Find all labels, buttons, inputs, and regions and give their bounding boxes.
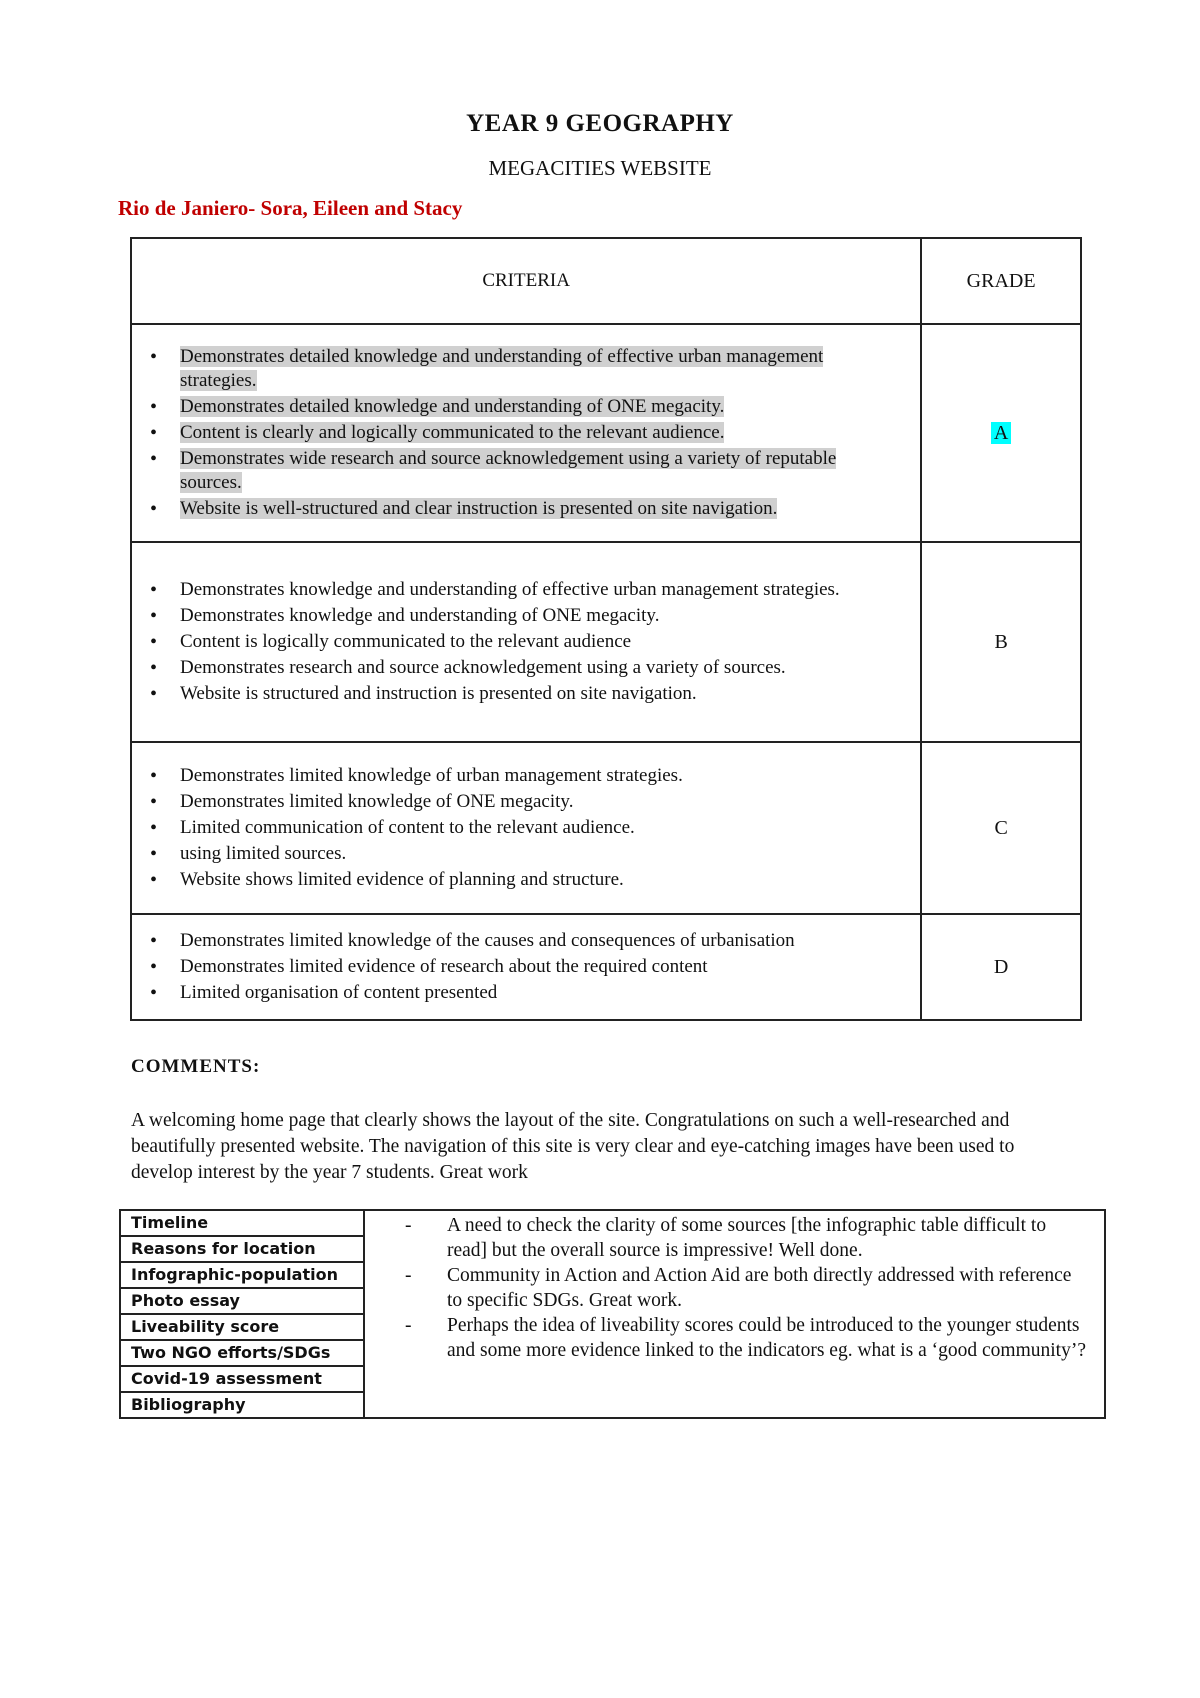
criteria-list bbox=[132, 921, 920, 1013]
rubric-row-d bbox=[131, 914, 1081, 1020]
grade-cell: C bbox=[921, 742, 1081, 914]
rubric-table bbox=[130, 237, 1082, 1021]
criteria-cell bbox=[131, 324, 921, 542]
criteria-item: • using limited sources. bbox=[144, 842, 900, 866]
section-item: Photo essay bbox=[121, 1289, 363, 1315]
criteria-item: • Content is clearly and logically communicated to the relevant audience. bbox=[144, 421, 900, 445]
section-item: Timeline bbox=[121, 1211, 363, 1237]
rubric-row-a bbox=[131, 324, 1081, 542]
feedback-item: - A need to check the clarity of some sources [the infographic table difficult to read] but the overall source is impressive! Well done. bbox=[405, 1213, 1090, 1263]
criteria-item: • Demonstrates wide research and source acknowledgement using a variety of reputable sources. bbox=[144, 447, 900, 495]
criteria-item: • Demonstrates limited knowledge of urban management strategies. bbox=[144, 764, 900, 788]
document-title: YEAR 9 GEOGRAPHY bbox=[466, 110, 734, 137]
rubric-row-c bbox=[131, 742, 1081, 914]
criteria-item: • Website shows limited evidence of planning and structure. bbox=[144, 868, 900, 892]
grade-cell: D bbox=[921, 914, 1081, 1020]
section-item: Bibliography bbox=[131, 1395, 246, 1414]
comments-label: COMMENTS: bbox=[131, 1056, 261, 1077]
grade-cell: B bbox=[921, 542, 1081, 742]
criteria-header: CRITERIA bbox=[131, 238, 921, 324]
rubric-row-b bbox=[131, 542, 1081, 742]
criteria-item: • Website is well-structured and clear instruction is presented on site navigation. bbox=[144, 497, 900, 521]
document-subtitle: MEGACITIES WEBSITE bbox=[488, 156, 712, 180]
feedback-item: - Community in Action and Action Aid are both directly addressed with reference to specific SDGs. Great work. bbox=[405, 1263, 1090, 1313]
criteria-cell bbox=[131, 914, 921, 1020]
grade-header: GRADE bbox=[921, 238, 1081, 324]
grade-cell bbox=[921, 324, 1081, 542]
section-item: Liveability score bbox=[121, 1315, 363, 1341]
criteria-item: • Demonstrates research and source acknowledgement using a variety of sources. bbox=[144, 656, 900, 680]
criteria-item: • Limited communication of content to the relevant audience. bbox=[144, 816, 900, 840]
criteria-list bbox=[132, 756, 920, 900]
section-item: Infographic-population bbox=[121, 1263, 363, 1289]
section-item: Reasons for location bbox=[121, 1237, 363, 1263]
comments-text: A welcoming home page that clearly shows the layout of the site. Congratulations on such a well-researched and beautifully presented website. The navigation of this site is very clear and eye-catching images have been used to develop interest by the year 7 students. Great work bbox=[131, 1110, 1015, 1183]
sections-feedback-table bbox=[119, 1209, 1106, 1419]
criteria-item: • Demonstrates knowledge and understanding of effective urban management strategies. bbox=[144, 578, 900, 602]
criteria-item: • Demonstrates knowledge and understanding of ONE megacity. bbox=[144, 604, 900, 628]
criteria-cell bbox=[131, 742, 921, 914]
section-item: Two NGO efforts/SDGs bbox=[121, 1341, 363, 1367]
grade-label-selected: A bbox=[991, 422, 1011, 444]
feedback-item: - Perhaps the idea of liveability scores could be introduced to the younger students and some more evidence linked to the indicators eg. what is a ‘good community’? bbox=[405, 1313, 1090, 1363]
criteria-item: • Demonstrates limited knowledge of the causes and consequences of urbanisation bbox=[144, 929, 900, 953]
website-sections-list bbox=[120, 1210, 364, 1418]
feedback-cell bbox=[364, 1210, 1105, 1418]
rubric-header-row bbox=[131, 238, 1081, 324]
criteria-item: • Demonstrates detailed knowledge and understanding of ONE megacity. bbox=[144, 395, 900, 419]
criteria-list bbox=[132, 570, 920, 714]
criteria-item: • Content is logically communicated to the relevant audience bbox=[144, 630, 900, 654]
feedback-list bbox=[365, 1211, 1104, 1367]
criteria-item: • Website is structured and instruction is presented on site navigation. bbox=[144, 682, 900, 706]
criteria-item: • Limited organisation of content presented bbox=[144, 981, 900, 1005]
group-name: Rio de Janiero- Sora, Eileen and Stacy bbox=[118, 196, 463, 220]
section-item: Covid-19 assessment bbox=[121, 1367, 363, 1393]
criteria-item: • Demonstrates limited knowledge of ONE megacity. bbox=[144, 790, 900, 814]
criteria-item: • Demonstrates limited evidence of research about the required content bbox=[144, 955, 900, 979]
criteria-list bbox=[132, 337, 920, 529]
criteria-item: • Demonstrates detailed knowledge and understanding of effective urban management strategies. bbox=[144, 345, 900, 393]
criteria-cell bbox=[131, 542, 921, 742]
